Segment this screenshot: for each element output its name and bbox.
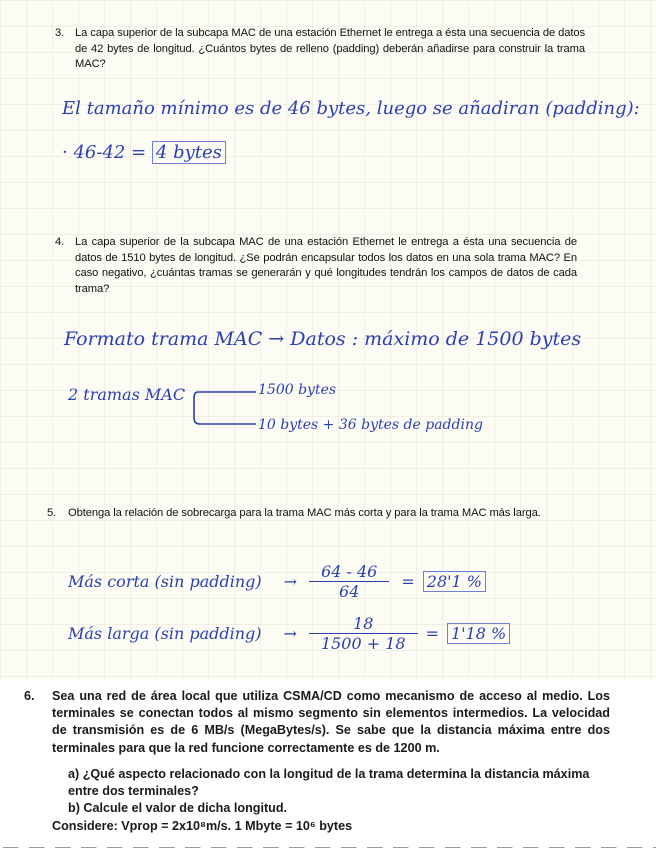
long-denominator: 1500 + 18 <box>309 633 418 653</box>
question-3 <box>55 26 585 73</box>
handwritten-tramas-label: 2 tramas MAC <box>68 385 186 404</box>
arrow-icon: → <box>283 624 297 643</box>
considerations: Considere: Vprop = 2x10⁸m/s. 1 Mbyte = 10⁶ bytes <box>52 819 353 833</box>
question-number: 6. <box>24 689 35 703</box>
short-result: 28'1 % <box>423 571 486 592</box>
handwritten-answer-4-line1: Formato trama MAC → Datos : máximo de 1500 bytes <box>64 328 582 350</box>
long-label: Más larga (sin padding) <box>68 624 262 643</box>
question-number: 5. <box>47 507 57 519</box>
handwritten-short-frame <box>68 562 486 601</box>
arrow-icon: → <box>283 572 298 591</box>
handwritten-long-frame <box>68 614 510 653</box>
sub-question-a: a) ¿Qué aspecto relacionado con la longitud de la trama determina la distancia máxima entre dos terminales? <box>68 767 590 799</box>
question-text: Sea una red de área local que utiliza CSMA/CD como mecanismo de acceso al medio. Los terminales se conectan todos al mismo segmento sin elementos intermedios. La velocidad de transmisión es de 6 MB/s (MegaBytes/s). Se sabe que la distancia máxima entre dos terminales para que la red funcione correctamente es de 1200 m. <box>52 689 610 755</box>
sub-question-b: b) Calcule el valor de dicha longitud. <box>68 801 288 815</box>
equals-sign: = <box>401 572 415 591</box>
divider <box>0 842 656 848</box>
boxed-result: 4 bytes <box>152 141 226 164</box>
long-result: 1'18 % <box>447 623 510 644</box>
handwritten-branch-1: 1500 bytes <box>258 382 337 398</box>
short-numerator: 64 - 46 <box>321 562 378 581</box>
short-fraction <box>309 562 389 601</box>
question-6-block <box>0 680 656 848</box>
bullet: · <box>62 142 68 163</box>
short-label: Más corta (sin padding) <box>68 572 262 591</box>
long-fraction <box>309 614 418 653</box>
question-text: La capa superior de la subcapa MAC de una estación Ethernet le entrega a ésta una secuencia de datos de 42 bytes de longitud. ¿Cuántos bytes de relleno (padding) deberán añadirse para construir la trama MAC? <box>75 27 585 70</box>
bracket-icon <box>192 388 258 428</box>
question-number: 3. <box>55 27 65 39</box>
equals-sign: = <box>425 624 439 643</box>
question-4 <box>55 235 577 297</box>
long-numerator: 18 <box>353 614 374 633</box>
calc-expression: 46-42 = <box>73 142 147 163</box>
short-denominator: 64 <box>309 581 389 601</box>
question-5 <box>47 506 582 522</box>
question-text: Obtenga la relación de sobrecarga para la trama MAC más corta y para la trama MAC más larga. <box>68 507 541 519</box>
question-number: 4. <box>55 236 65 248</box>
handwritten-answer-3-line1: El tamaño mínimo es de 46 bytes, luego se añadiran (padding): <box>62 98 640 119</box>
handwritten-branch-2: 10 bytes + 36 bytes de padding <box>258 417 483 433</box>
question-text: La capa superior de la subcapa MAC de una estación Ethernet le entrega a ésta una secuencia de datos de 1510 bytes de longitud. ¿Se podrán encapsular todos los datos en una sola trama MAC? En caso negativo, ¿cuántas tramas se generarán y qué longitudes tendrán los campos de datos de cada trama? <box>75 236 577 295</box>
handwritten-answer-3-calc <box>62 142 226 163</box>
